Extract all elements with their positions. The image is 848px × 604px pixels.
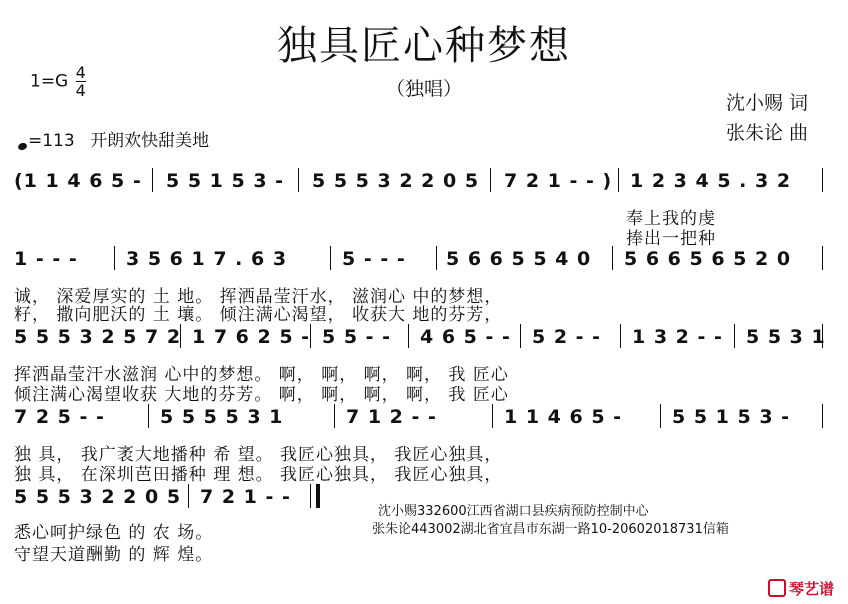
barline: [114, 246, 115, 270]
barline: [620, 324, 621, 348]
measure: 1 1 4 6 5 -: [504, 406, 623, 428]
time-top: 4: [75, 63, 86, 82]
measure: (1 1 4 6 5 -: [14, 170, 142, 192]
measure: 7 2 1 - - ): [504, 170, 613, 192]
barline: [660, 404, 661, 428]
lyric-line: 捧出一把种: [626, 229, 716, 249]
key-signature: [30, 64, 86, 99]
measure: 7 2 1 - -: [200, 486, 291, 508]
measure: 1 - - -: [14, 248, 78, 270]
composer-credit: 张朱论 曲: [726, 122, 809, 144]
barline: [822, 246, 823, 270]
barline: [490, 168, 491, 192]
lyric-line: 独 具， 在深圳芭田播种 理 想。 我匠心独具， 我匠心独具，: [14, 465, 503, 485]
barline: [310, 324, 311, 348]
footer-line-2: 张朱论443002湖北省宜昌市东湖一路10-20602018731信箱: [372, 522, 729, 537]
tempo-bpm: =113: [28, 131, 75, 151]
lyric-line: 独 具， 我广袤大地播种 希 望。 我匠心独具， 我匠心独具，: [14, 445, 503, 465]
final-barline-thick: [316, 484, 320, 508]
measure: 5 5 3 1: [746, 326, 826, 348]
time-signature: [76, 64, 86, 99]
final-barline: [310, 484, 311, 508]
measure: 5 5 - -: [322, 326, 392, 348]
barline: [492, 404, 493, 428]
measure: 4 6 5 - -: [420, 326, 511, 348]
measure: 1 7 6 2 5 -: [192, 326, 311, 348]
lyric-line: 倾注满心渴望收获 大地的芬芳。 啊， 啊， 啊， 啊， 我 匠心: [14, 385, 509, 405]
logo-icon: [768, 579, 786, 597]
measure: 1 2 3 4 5 . 3 2: [630, 170, 792, 192]
measure: 7 2 5 - -: [14, 406, 105, 428]
barline: [612, 246, 613, 270]
barline: [618, 168, 619, 192]
lyric-line: 守望天道酬勤 的 辉 煌。: [14, 545, 214, 565]
lyricist-credit: 沈小赐 词: [726, 92, 809, 114]
measure: 5 6 6 5 5 4 0: [446, 248, 592, 270]
barline: [188, 484, 189, 508]
watermark-logo: [768, 578, 834, 599]
barline: [330, 246, 331, 270]
tempo-expression: 开朗欢快甜美地: [90, 131, 210, 151]
lyric-line: 籽， 撒向肥沃的 土 壤。 倾注满心渴望， 收获大 地的芬芳，: [14, 305, 503, 325]
measure: 5 - - -: [342, 248, 406, 270]
measure: 5 5 5 3 2 5 7 2: [14, 326, 182, 348]
measure: 1 3 2 - -: [632, 326, 723, 348]
watermark-text: 琴艺谱: [788, 580, 834, 598]
measure: 5 5 5 3 2 2 0 5: [312, 170, 480, 192]
barline: [408, 324, 409, 348]
barline: [298, 168, 299, 192]
barline: [822, 404, 823, 428]
barline: [148, 404, 149, 428]
measure: 5 5 1 5 3 -: [672, 406, 791, 428]
barline: [152, 168, 153, 192]
lyric-line: 奉上我的虔: [626, 209, 716, 229]
barline: [180, 324, 181, 348]
barline: [822, 168, 823, 192]
lyric-line: 挥洒晶莹汗水滋润 心中的梦想。 啊， 啊， 啊， 啊， 我 匠心: [14, 365, 509, 385]
barline: [734, 324, 735, 348]
measure: 3 5 6 1 7 . 6 3: [126, 248, 288, 270]
footer-line-1: 沈小赐332600江西省湖口县疾病预防控制中心: [378, 504, 649, 519]
quarter-note-icon: [17, 142, 28, 152]
measure: 7 1 2 - -: [346, 406, 437, 428]
barline: [520, 324, 521, 348]
measure: 5 5 5 3 2 2 0 5: [14, 486, 182, 508]
measure: 5 6 6 5 6 5 2 0: [624, 248, 792, 270]
time-bottom: 4: [75, 81, 86, 100]
measure: 5 2 - -: [532, 326, 602, 348]
barline: [822, 324, 823, 348]
song-subtitle: （独唱）: [385, 78, 462, 100]
lyric-line: 诚， 深爱厚实的 土 地。 挥洒晶莹汗水， 滋润心 中的梦想，: [14, 287, 503, 307]
barline: [334, 404, 335, 428]
measure: 5 5 5 5 3 1: [160, 406, 284, 428]
tempo-marking: [18, 126, 209, 151]
key-label: 1=G: [30, 71, 69, 92]
barline: [436, 246, 437, 270]
measure: 5 5 1 5 3 -: [166, 170, 285, 192]
song-title: 独具匠心种梦想: [277, 23, 571, 69]
lyric-line: 悉心呵护绿色 的 农 场。: [14, 523, 214, 543]
